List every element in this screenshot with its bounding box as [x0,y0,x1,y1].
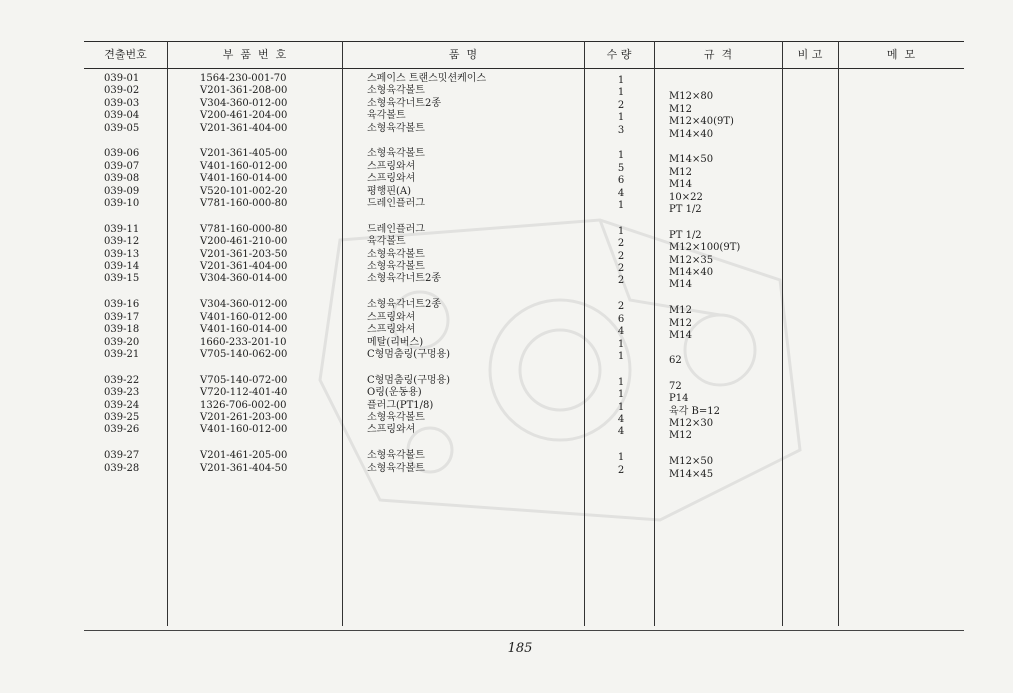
row-qty: 1 [617,150,625,162]
row-qty: 2 [617,238,625,250]
row-spec: M12×80 [669,91,714,103]
row-part-name: 소형육각볼트 [367,148,425,160]
group-spacer [104,286,139,300]
row-part-number: V401-160-012-00 [200,160,288,172]
row-part-name: 소형육각볼트 [367,411,425,423]
row-no: 039-26 [104,424,140,436]
row-spec: M14×45 [669,468,714,480]
column-divider [342,41,343,626]
row-part-number: V520-101-002-20 [200,185,288,197]
row-spec [669,343,740,355]
row-qty: 1 [617,112,625,124]
row-no: 039-10 [104,198,140,210]
row-part-number: V705-140-062-00 [200,348,288,360]
group-spacer [669,292,740,306]
row-part-number: V201-461-205-00 [200,450,288,462]
row-no: 039-06 [104,148,140,160]
row-spec: PT 1/2 [669,204,702,216]
row-qty: 1 [617,225,625,237]
row-part-number: V781-160-000-80 [200,223,288,235]
row-no: 039-20 [104,336,140,348]
row-spec: M12×50 [669,456,714,468]
row-no: 039-28 [104,462,140,474]
column-divider [838,41,839,626]
row-part-name: 소형육각볼트 [367,450,425,462]
group-spacer [104,210,139,224]
row-no: 039-14 [104,261,140,273]
row-part-number: V201-361-405-00 [200,148,288,160]
column-qty [614,75,628,477]
row-qty: 2 [617,99,625,111]
group-spacer [614,363,628,377]
row-no: 039-22 [104,374,140,386]
row-spec: 72 [669,380,682,392]
row-no: 039-16 [104,299,140,311]
header-remark: 비 고 [797,48,823,61]
row-no: 039-15 [104,273,140,285]
row-spec: M14×40 [669,267,714,279]
header-part-name: 품 명 [448,48,478,61]
group-spacer [104,437,139,451]
row-spec: M14×50 [669,154,714,166]
row-spec: M12×100(9T) [669,242,741,254]
row-qty: 1 [617,87,625,99]
row-part-name: 소형육각너트2종 [367,97,441,109]
group-spacer [367,210,486,224]
row-spec: 육각 B=12 [669,405,720,417]
group-spacer [669,367,740,381]
row-spec: M14×40 [669,128,714,140]
column-no [104,73,139,475]
group-spacer [614,439,628,453]
row-qty: 2 [617,301,625,313]
column-part-name [367,73,486,475]
group-spacer [614,288,628,302]
row-part-number: V304-360-012-00 [200,97,288,109]
column-divider [654,41,655,626]
row-part-number: V401-160-012-00 [200,311,288,323]
row-part-number: V705-140-072-00 [200,374,288,386]
column-spec [669,79,740,481]
row-qty: 4 [617,187,625,199]
row-spec: M12 [669,305,692,317]
row-part-name: 메탈(리버스) [367,336,424,348]
row-part-name: 플러그(PT1/8) [367,399,434,411]
row-no: 039-03 [104,97,140,109]
row-part-number: V201-261-203-00 [200,411,288,423]
row-qty: 1 [617,376,625,388]
row-part-name: O링(운동용) [367,387,422,399]
row-qty: 2 [617,464,625,476]
row-no: 039-11 [104,223,140,235]
group-spacer [669,443,740,457]
row-no: 039-07 [104,160,140,172]
row-no: 039-27 [104,450,140,462]
row-spec: M12 [669,166,692,178]
row-spec: M14 [669,279,692,291]
row-part-number: V201-361-404-00 [200,122,288,134]
header-memo: 메 모 [886,48,916,61]
row-qty: 2 [617,250,625,262]
row-part-name: 육각볼트 [367,236,406,248]
row-spec: M14 [669,330,692,342]
row-qty: 4 [617,413,625,425]
row-part-name: 드레인플러그 [367,223,425,235]
column-divider [782,41,783,626]
row-spec [669,79,740,91]
header-bottom-line [84,68,964,69]
row-spec: M12×35 [669,254,714,266]
row-part-number: 1326-706-002-00 [200,399,287,411]
column-divider [584,41,585,626]
row-part-number: V401-160-014-00 [200,324,288,336]
row-no: 039-17 [104,311,140,323]
row-no: 039-08 [104,173,140,185]
row-part-name: 평행핀(A) [367,185,412,197]
row-spec: M12 [669,430,692,442]
group-spacer [200,210,287,224]
row-spec: PT 1/2 [669,229,702,241]
row-part-number: V201-361-208-00 [200,85,288,97]
group-spacer [200,135,287,149]
header-qty: 수 량 [606,48,632,61]
bottom-rule [84,630,964,631]
group-spacer [104,135,139,149]
row-qty: 2 [617,263,625,275]
group-spacer [200,286,287,300]
row-part-name: C형멈춤링(구멍용) [367,374,451,386]
row-no: 039-18 [104,324,140,336]
row-part-name: C형멈춤링(구멍용) [367,348,451,360]
row-qty: 6 [617,175,625,187]
row-part-number: V201-361-203-50 [200,248,288,260]
row-qty: 1 [617,338,625,350]
row-qty: 3 [617,124,625,136]
row-spec: M12×40(9T) [669,116,734,128]
row-part-name: 육각볼트 [367,110,406,122]
group-spacer [669,141,740,155]
column-part-number [200,73,287,475]
row-no: 039-24 [104,399,140,411]
header-part-number: 부 품 번 호 [222,48,287,61]
row-no: 039-09 [104,185,140,197]
header-spec: 규 격 [703,48,733,61]
row-qty: 2 [617,275,625,287]
row-part-name: 소형육각볼트 [367,462,425,474]
row-no: 039-01 [104,73,140,84]
row-no: 039-04 [104,110,140,122]
row-spec: M12 [669,317,692,329]
row-no: 039-12 [104,236,140,248]
row-part-name: 소형육각볼트 [367,248,425,260]
row-part-number: V201-361-404-00 [200,261,288,273]
row-part-name: 소형육각볼트 [367,261,425,273]
row-qty: 1 [617,389,625,401]
row-part-number: V200-461-204-00 [200,110,288,122]
group-spacer [367,135,486,149]
row-part-name: 스프링와셔 [367,311,416,323]
row-part-name: 스프링와셔 [367,324,416,336]
page-number: 185 [507,641,533,656]
row-part-number: 1660-233-201-10 [200,336,287,348]
row-no: 039-05 [104,122,140,134]
row-part-number: 1564-230-001-70 [200,73,287,84]
row-spec: M14 [669,179,692,191]
row-no: 039-23 [104,387,140,399]
row-part-number: V401-160-012-00 [200,424,288,436]
group-spacer [367,437,486,451]
row-part-number: V200-461-210-00 [200,236,288,248]
group-spacer [614,212,628,226]
row-part-name: 소형육각볼트 [367,85,425,97]
row-qty: 4 [617,326,625,338]
row-part-number: V781-160-000-80 [200,198,288,210]
row-part-number: V304-360-012-00 [200,299,288,311]
row-qty: 1 [617,75,625,86]
group-spacer [200,437,287,451]
row-qty: 5 [617,162,625,174]
row-spec: M12×30 [669,417,714,429]
row-spec: P14 [669,393,689,405]
header-no: 견출번호 [104,48,147,61]
row-part-name: 스프링와셔 [367,173,416,185]
row-part-name: 드레인플러그 [367,198,425,210]
row-part-name: 소형육각너트2종 [367,299,441,311]
column-divider [167,41,168,626]
row-no: 039-21 [104,348,140,360]
group-spacer [614,137,628,151]
row-no: 039-13 [104,248,140,260]
row-part-number: V304-360-014-00 [200,273,288,285]
row-no: 039-25 [104,411,140,423]
row-spec: 10×22 [669,191,703,203]
row-qty: 1 [617,200,625,212]
row-part-number: V720-112-401-40 [200,387,288,399]
row-qty: 6 [617,313,625,325]
row-part-name: 스프링와셔 [367,160,416,172]
row-spec: M12 [669,103,692,115]
group-spacer [200,361,287,375]
row-part-name: 소형육각볼트 [367,122,425,134]
row-qty: 1 [617,350,625,362]
row-part-name: 스페이스 트랜스밋션케이스 [367,73,487,84]
row-part-number: V201-361-404-50 [200,462,288,474]
group-spacer [104,361,139,375]
row-qty: 1 [617,401,625,413]
group-spacer [367,286,486,300]
row-qty: 1 [617,452,625,464]
row-spec: 62 [669,354,682,366]
row-part-number: V401-160-014-00 [200,173,288,185]
row-no: 039-02 [104,85,140,97]
group-spacer [669,216,740,230]
group-spacer [367,361,486,375]
row-part-name: 소형육각너트2종 [367,273,441,285]
row-qty: 4 [617,426,625,438]
row-part-name: 스프링와셔 [367,424,416,436]
